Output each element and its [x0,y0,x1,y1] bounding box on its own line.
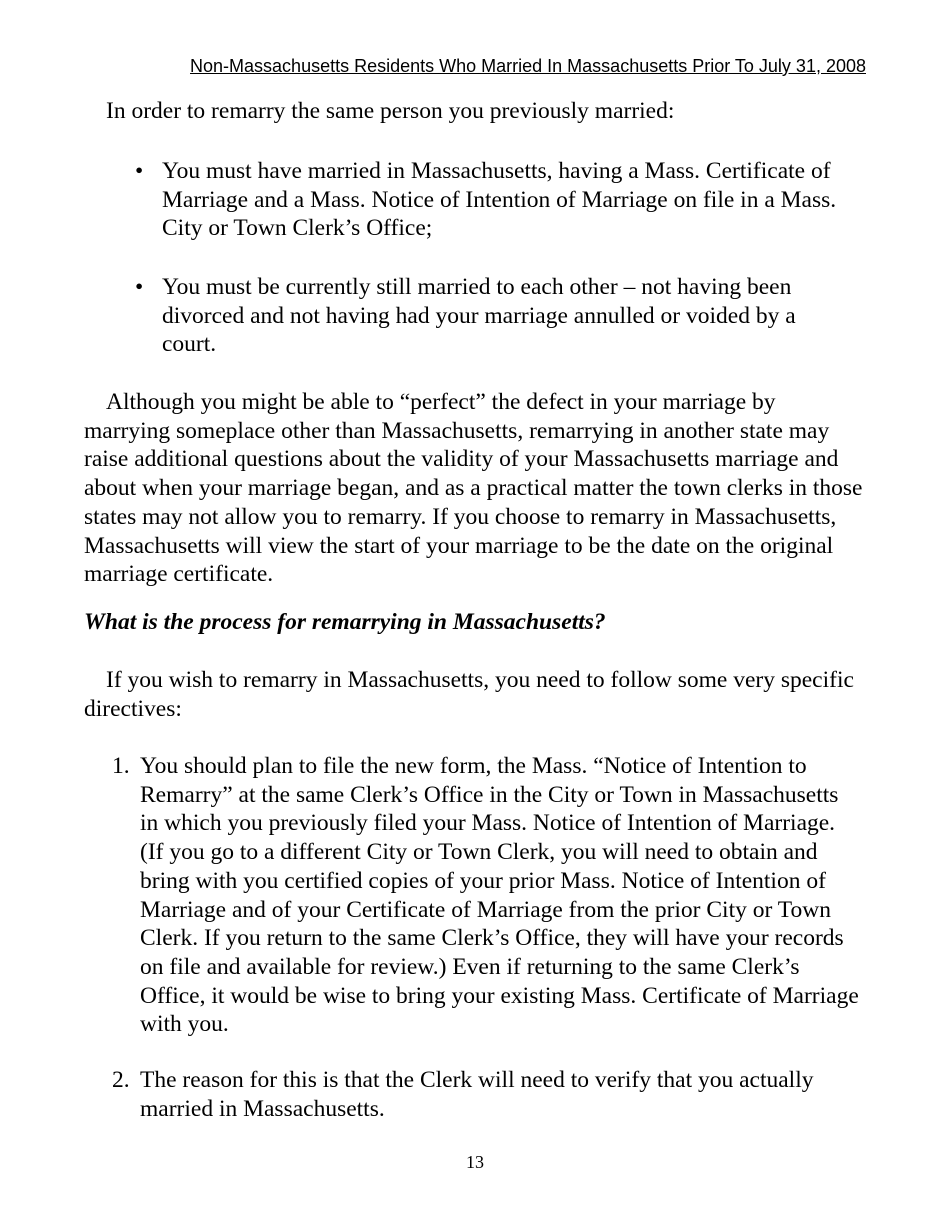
bullet-item [135,157,855,243]
bullet-item [135,273,855,359]
step-number: 1. [112,753,130,779]
running-header: Non-Massachusetts Residents Who Married In Massachusetts Prior To July 31, 2008 [190,56,866,76]
paragraph-directives: If you wish to remarry in Massachusetts, you need to follow some very specific directives: [84,667,854,722]
section-heading: What is the process for remarrying in Massachusetts? [84,609,606,635]
numbered-step [112,752,862,1039]
bullet-text: You must have married in Massachusetts, having a Mass. Certificate of Marriage and a Mass. Notice of Intention of Marriage on file in a Mass. City or Town Clerk’s Office; [162,158,837,242]
bullet-text: You must be currently still married to each other – not having been divorced and not having had your marriage annulled or voided by a court. [162,274,796,358]
bullet-icon: • [135,274,144,300]
paragraph-perfect-defect: Although you might be able to “perfect” the defect in your marriage by marrying someplace other than Massachusetts, remarrying in another state may raise additional questions about the validity of your Massachusetts marriage and about when your marriage began, and as a practical matter the town clerks in those states may not allow you to remarry. If you choose to remarry in Massachusetts, Massachusetts will view the start of your marriage to be the date on the original marriage certificate. [84,389,863,588]
step-text: The reason for this is that the Clerk will need to verify that you actually married in Massachusetts. [140,1067,814,1122]
bullet-icon: • [135,158,144,184]
page-number: 13 [466,1152,484,1172]
intro-sentence: In order to remarry the same person you previously married: [106,98,675,124]
step-number: 2. [112,1067,130,1093]
step-text: You should plan to file the new form, the Mass. “Notice of Intention to Remarry” at the same Clerk’s Office in the City or Town in Massachusetts in which you previously filed your Mass. Notice of Intention of Marriage. (If you go to a different City or Town Clerk, you will need to obtain and bring with you certified copies of your prior Mass. Notice of Intention of Marriage and of your Certificate of Marriage from the prior City or Town Clerk. If you return to the same Clerk’s Office, they will have your records on file and available for review.) Even if returning to the same Clerk’s Office, it would be wise to bring your existing Mass. Certificate of Marriage with you. [140,753,859,1038]
numbered-step [112,1066,862,1123]
